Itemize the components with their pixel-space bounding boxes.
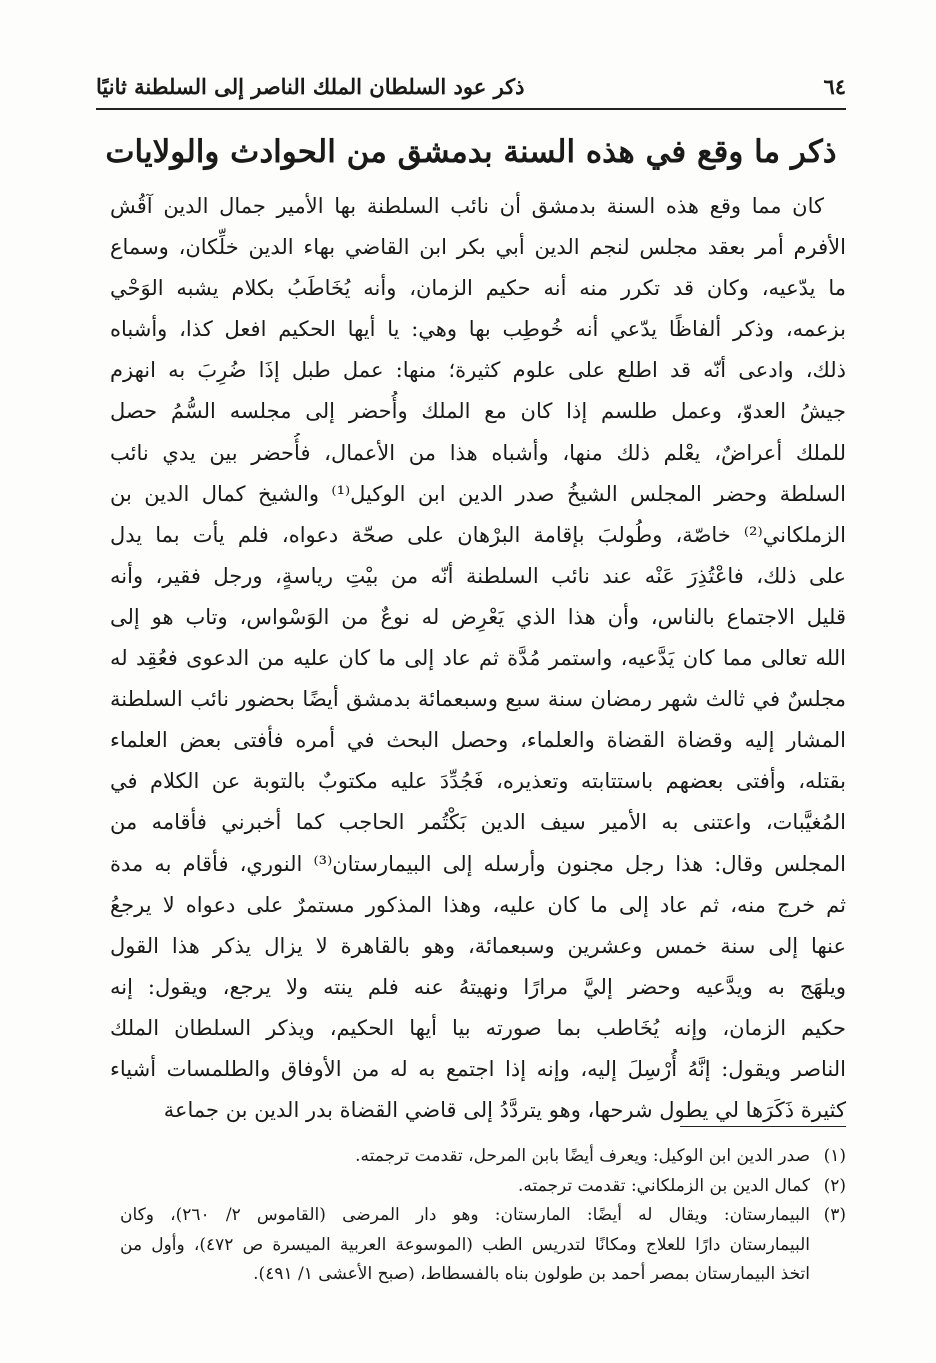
body-line: بقتله، وأفتى بعضهم باستتابته وتعذيره، فَجُدِّدَ عليه مكتوبٌ بالتوبة عن الكلام في <box>110 769 846 794</box>
footnote-body <box>120 1172 810 1202</box>
body-line: المُغيَّبات، واعتنى به الأمير سيف الدين بَكْتُمر الحاجب كما أخبرني فأقامه من <box>110 810 846 835</box>
body-line: على ذلك، فاعْتُذِرَ عَنْه عند نائب السلطنة أنّه من بيْتِ رياسةٍ، ورجل فقير، وأنه <box>110 563 846 588</box>
body-line: كان مما وقع هذه السنة بدمشق أن نائب السلطنة بها الأمير جمال الدين آقُش <box>110 194 824 218</box>
chapter-title: ذكر ما وقع في هذه السنة بدمشق من الحوادث والولايات <box>105 134 837 170</box>
body-line: ذلك، وادعى أنّه قد اطلع على علوم كثيرة؛ منها: عمل طبل إذَا ضُرِبَ به انهزم <box>110 358 846 383</box>
running-header <box>96 66 846 106</box>
body-line: بزعمه، وذكر ألفاظًا يدّعي أنه خُوطِب بها وهي: يا أيها الحكيم افعل كذا، وأشباه <box>110 317 846 342</box>
footnote-line: البيمارستان: ويقال له أيضًا: المارستان: وهو دار المرضى (القاموس ٢/ ٢٦٠)، وكان <box>120 1205 810 1225</box>
body-line: الله تعالى مما كان يَدَّعيه، واستمر مُدَّة ثم عاد إلى ما كان عليه من الدعوى فعُقِد له <box>110 646 846 671</box>
body-line: المشار إليه وقضاة القضاة والعلماء، وحصل البحث في أمره فأفتى بعض العلماء <box>110 728 846 753</box>
footnote-1 <box>120 1142 846 1172</box>
body-line: حكيم الزمان، وإنه يُخَاطب بما صورته بيا أيها الحكيم، ويذكر السلطان الملك <box>110 1015 846 1040</box>
footnote-2 <box>120 1172 846 1202</box>
body-line: عنها إلى سنة خمس وعشرين وسبعمائة، وهو بالقاهرة لا يزال يذكر هذا القول <box>110 933 846 958</box>
page-number: ٦٤ <box>823 73 846 99</box>
footnote-3 <box>120 1201 846 1290</box>
body-line: قليل الاجتماع بالناس، وأن هذا الذي يَعْرِض له نوعٌ من الوَسْواس، وتاب هو إلى <box>110 604 846 629</box>
footnote-number: (٢) <box>823 1175 846 1196</box>
body-line: ثم خرج منه، ثم عاد إلى ما كان عليه، وهذا المذكور مستمرٌ على دعواه لا يرجعُ <box>110 892 846 917</box>
body-line: للملك أعراضٌ، يعْلم ذلك منها، وأشباه هذا من الأعمال، فأُحضر بين يدي نائب <box>110 440 846 465</box>
body-line: السلطة وحضر المجلس الشيخُ صدر الدين ابن الوكيل⁽¹⁾ والشيخ كمال الدين بن <box>110 481 846 506</box>
body-line: المجلس وقال: هذا رجل مجنون وأرسله إلى البيمارستان⁽³⁾ النوري، فأقام به مدة <box>110 851 846 876</box>
footnotes <box>120 1142 846 1290</box>
footnote-number: (٣) <box>823 1205 846 1225</box>
footnote-line: صدر الدين ابن الوكيل: ويعرف أيضًا بابن المرحل، تقدمت ترجمته. <box>355 1146 810 1166</box>
body-line: كثيرة ذَكَرَها لي يطول شرحها، وهو يتردَّدُ إلى قاضي القضاة بدر الدين بن جماعة <box>163 1098 846 1123</box>
footnote-body <box>120 1201 810 1290</box>
footnote-line: البيمارستان دارًا للعلاج ومكانًا لتدريس الطب (الموسوعة العربية الميسرة ص ٤٧٢)، وأول من <box>120 1234 810 1255</box>
footnote-line: كمال الدين بن الزملكاني: تقدمت ترجمته. <box>517 1175 810 1196</box>
body-line: مجلسٌ في ثالث شهر رمضان سنة سبع وسبعمائة بدمشق أيضًا بحضور نائب السلطنة <box>110 687 846 712</box>
body-line: جيشُ العدوّ، وعمل طلسم إذا كان مع الملك وأُحضر إلى مجلسه السُّمُ حصل <box>110 399 846 424</box>
footnote-body <box>120 1142 810 1172</box>
body-line: الأفرم أمر بعقد مجلس لنجم الدين أبي بكر ابن القاضي بهاء الدين خلِّكان، وسماع <box>110 235 846 260</box>
footnote-number: (١) <box>823 1146 846 1166</box>
body-line: الزملكاني⁽²⁾ خاصّة، وطُولبَ بإقامة البرْهان على صحّة دعواه، فلم يأت بما يدل <box>110 522 846 547</box>
body-line: ما يدّعيه، وكان قد تكرر منه أنه حكيم الزمان، وأنه يُخَاطَبُ بكلام يشبه الوَحْي <box>110 276 846 301</box>
header-rule <box>96 108 846 110</box>
running-title: ذكر عود السلطان الملك الناصر إلى السلطنة ثانيًا <box>96 73 525 99</box>
footnote-rule <box>680 1126 846 1127</box>
body-text <box>110 186 846 1131</box>
body-line: الناصر ويقول: إنَّهُ أُرْسِلَ إليه، وإنه إذا اجتمع به له من الأوفاق والطلمسات أشياء <box>110 1056 846 1081</box>
footnote-line: اتخذ البيمارستان بمصر أحمد بن طولون بناه بالفسطاط، (صبح الأعشى ١/ ٤٩١). <box>253 1264 810 1284</box>
body-line: ويلهَج به ويدَّعيه وحضر إليَّ مرارًا ونهيتهُ عنه فلم ينته ولا يرجع، ويقول: إنه <box>110 974 846 999</box>
